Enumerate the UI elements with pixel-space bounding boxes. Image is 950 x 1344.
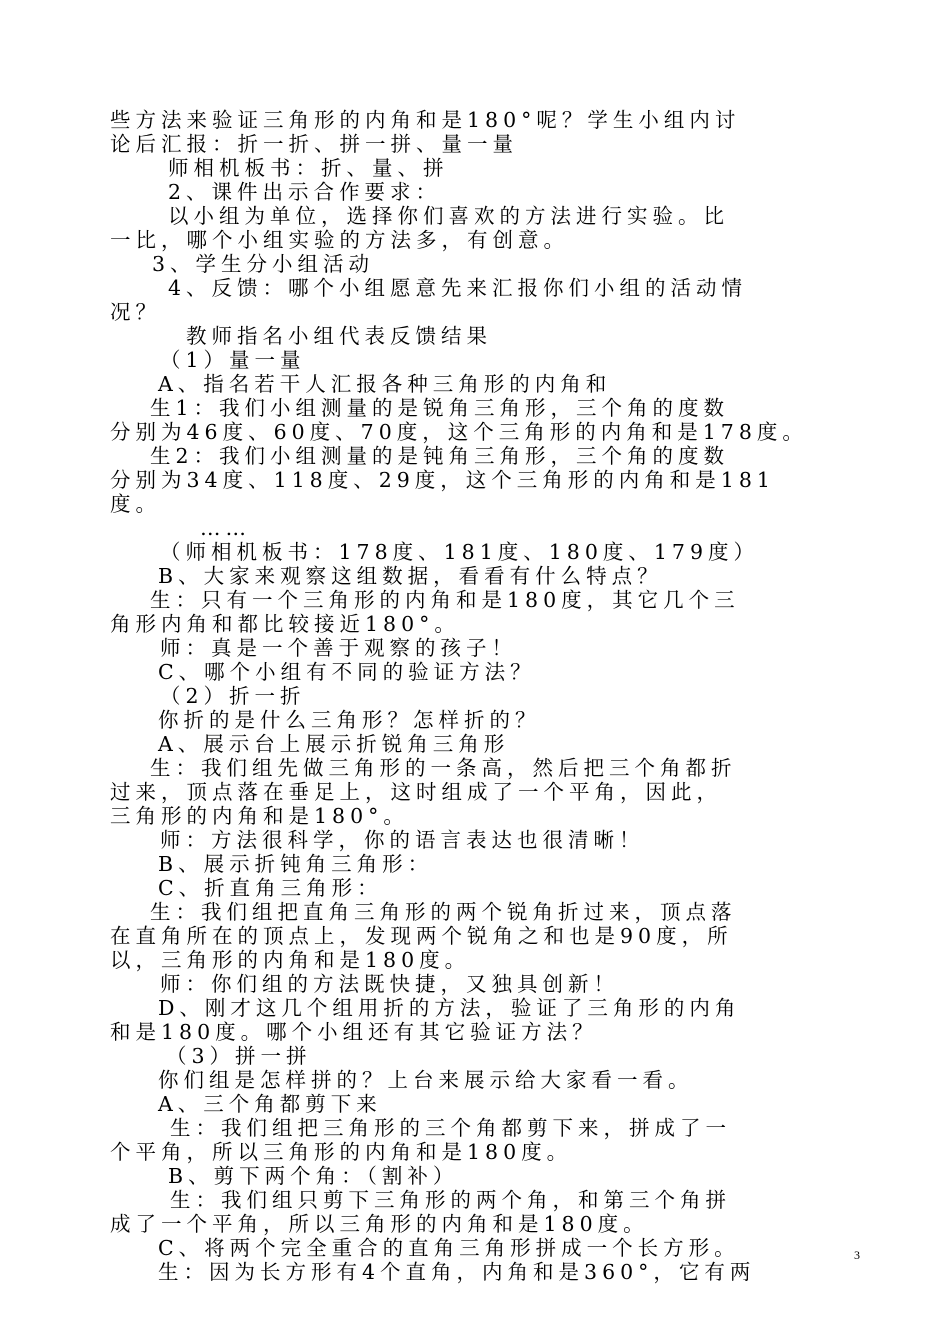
text-line: 师：真是一个善于观察的孩子！	[160, 636, 517, 660]
text-line: 生：只有一个三角形的内角和是180度，其它几个三	[150, 588, 740, 612]
text-line: C、折直角三角形：	[158, 876, 383, 900]
text-line: 三角形的内角和是180°。	[110, 804, 409, 828]
text-line: 2、课件出示合作要求：	[168, 180, 442, 204]
text-line: 生1：我们小组测量的是锐角三角形，三个角的度数	[150, 396, 730, 420]
text-line: （3）拼一拼	[166, 1044, 312, 1068]
text-line: （1）量一量	[160, 348, 306, 372]
text-line: 论后汇报：折一折、拼一拼、量一量	[110, 132, 518, 156]
text-line: 在直角所在的顶点上，发现两个锐角之和也是90度，所	[110, 924, 733, 948]
text-line: 生2：我们小组测量的是钝角三角形，三个角的度数	[150, 444, 730, 468]
text-line: 以，三角形的内角和是180度。	[110, 948, 471, 972]
text-line: 一比，哪个小组实验的方法多，有创意。	[110, 228, 569, 252]
text-line: B、剪下两个角：（割补）	[168, 1164, 459, 1188]
text-line: 成了一个平角，所以三角形的内角和是180度。	[110, 1212, 649, 1236]
text-line: 况？	[110, 300, 161, 324]
text-line: 和是180度。哪个小组还有其它验证方法？	[110, 1020, 598, 1044]
text-line: 生：我们组把三角形的三个角都剪下来，拼成了一	[170, 1116, 731, 1140]
text-line: 角形内角和都比较接近180°。	[110, 612, 460, 636]
text-line: 你折的是什么三角形？怎样折的？	[158, 708, 541, 732]
text-line: B、大家来观察这组数据，看看有什么特点？	[158, 564, 663, 588]
text-line: 3、学生分小组活动	[152, 252, 375, 276]
text-line: 生：因为长方形有4个直角，内角和是360°，它有两	[158, 1260, 756, 1284]
text-line: ……	[200, 516, 251, 540]
text-line: 分别为34度、118度、29度，这个三角形的内角和是181	[110, 468, 775, 492]
text-line: 你们组是怎样拼的？上台来展示给大家看一看。	[158, 1068, 694, 1092]
text-line: B、展示折钝角三角形：	[158, 852, 434, 876]
text-line: D、刚才这几个组用折的方法，验证了三角形的内角	[158, 996, 741, 1020]
text-line: 4、反馈：哪个小组愿意先来汇报你们小组的活动情	[168, 276, 748, 300]
text-line: 生：我们组把直角三角形的两个锐角折过来，顶点落	[150, 900, 737, 924]
text-line: （师相机板书：178度、181度、180度、179度）	[160, 540, 760, 564]
page-number: 3	[854, 1248, 860, 1262]
text-line: 过来，顶点落在垂足上，这时组成了一个平角，因此，	[110, 780, 722, 804]
text-line: 师：方法很科学，你的语言表达也很清晰！	[160, 828, 645, 852]
document-body	[110, 108, 850, 1284]
text-line: 师：你们组的方法既快捷，又独具创新！	[160, 972, 619, 996]
text-line: 生：我们组先做三角形的一条高，然后把三个角都折	[150, 756, 737, 780]
text-line: A、指名若干人汇报各种三角形的内角和	[158, 372, 612, 396]
text-line: 师相机板书：折、量、拼	[168, 156, 449, 180]
text-line: 分别为46度、60度、70度，这个三角形的内角和是178度。	[110, 420, 808, 444]
text-line: A、三个角都剪下来	[158, 1092, 382, 1116]
text-line: 以小组为单位，选择你们喜欢的方法进行实验。比	[168, 204, 729, 228]
text-line: 度。	[110, 492, 161, 516]
text-line: （2）折一折	[160, 684, 306, 708]
text-line: 个平角，所以三角形的内角和是180度。	[110, 1140, 573, 1164]
text-line: A、展示台上展示折锐角三角形	[158, 732, 510, 756]
text-line: C、将两个完全重合的直角三角形拼成一个长方形。	[158, 1236, 740, 1260]
text-line: 教师指名小组代表反馈结果	[186, 324, 492, 348]
text-line: 些方法来验证三角形的内角和是180°呢？学生小组内讨	[110, 108, 741, 132]
text-line: C、哪个小组有不同的验证方法？	[158, 660, 536, 684]
text-line: 生：我们组只剪下三角形的两个角，和第三个角拼	[170, 1188, 731, 1212]
